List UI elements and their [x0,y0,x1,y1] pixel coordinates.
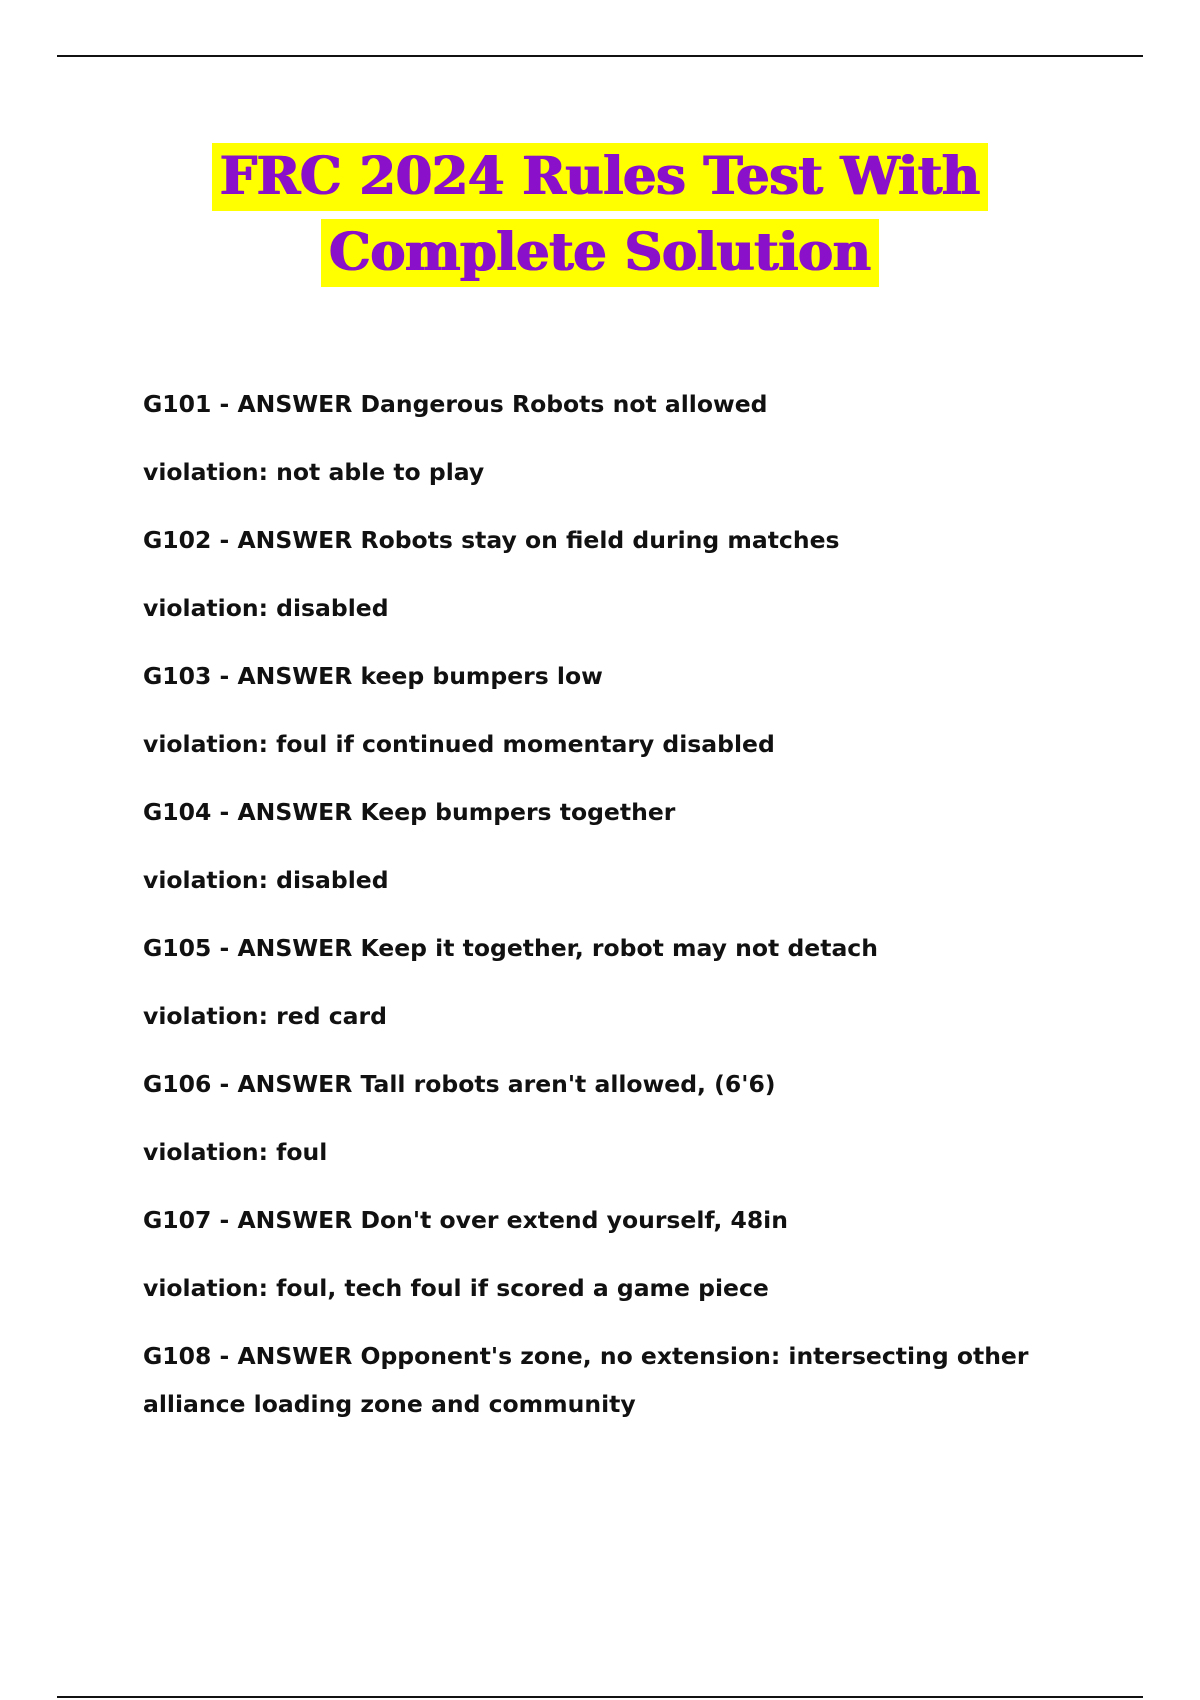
answer-list [143,380,1093,1448]
list-item: violation: foul [143,1138,328,1166]
list-item: G103 - ANSWER keep bumpers low [143,662,603,690]
list-item: G102 - ANSWER Robots stay on field during matches [143,526,840,554]
list-item: G105 - ANSWER Keep it together, robot may not detach [143,934,878,962]
list-item: violation: red card [143,1002,387,1030]
list-item: G108 - ANSWER Opponent's zone, no extension: intersecting other alliance loading zone and community [143,1342,1029,1418]
title-line-2: Complete Solution [321,219,879,287]
list-item: G106 - ANSWER Tall robots aren't allowed, (6'6) [143,1070,776,1098]
title-line-1: FRC 2024 Rules Test With [212,143,988,211]
list-item: G104 - ANSWER Keep bumpers together [143,798,676,826]
list-item: G101 - ANSWER Dangerous Robots not allowed [143,390,768,418]
list-item: violation: not able to play [143,458,485,486]
list-item: violation: foul, tech foul if scored a game piece [143,1274,769,1302]
list-item: violation: foul if continued momentary disabled [143,730,775,758]
list-item: G107 - ANSWER Don't over extend yourself, 48in [143,1206,788,1234]
list-item: violation: disabled [143,594,389,622]
top-rule [57,55,1143,57]
bottom-rule [57,1696,1143,1698]
list-item: violation: disabled [143,866,389,894]
document-title [0,143,1200,287]
